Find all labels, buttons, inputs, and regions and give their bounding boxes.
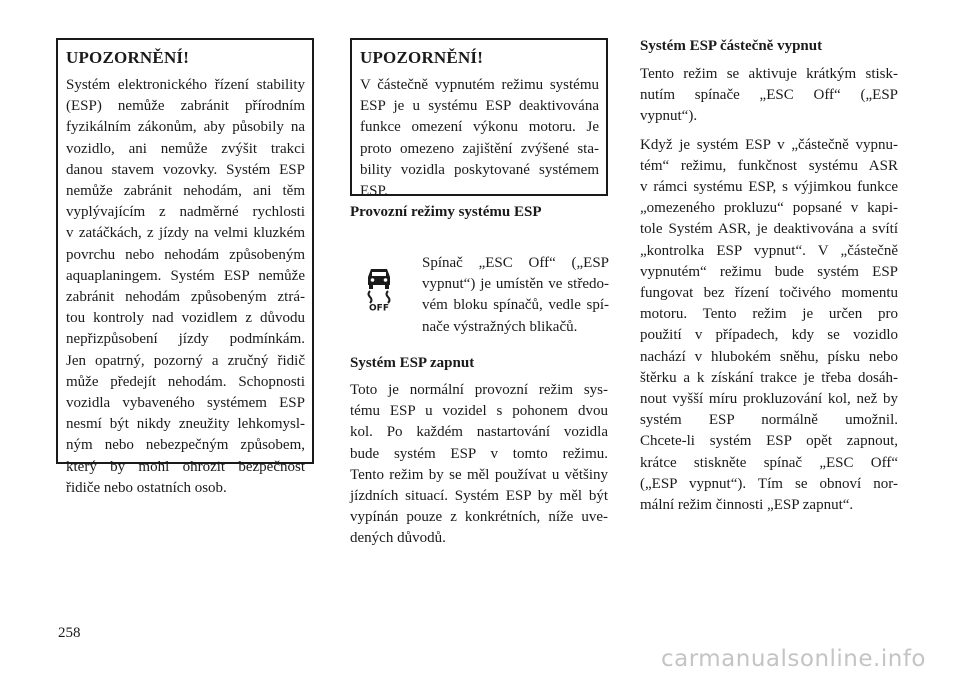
text-line: nemůže zabránit nehodám, ani těm	[66, 183, 305, 200]
text-line: vypínán pouze z konkrétních, níže uve-	[350, 509, 608, 526]
text-line: v zatáčkách, z jízdy na velmi kluzkém	[66, 225, 305, 242]
text-line: nepřizpůsobení jízdy podmínkám.	[66, 331, 305, 348]
text-line: dených důvodů.	[350, 530, 446, 547]
text-line: ným nebo nebezpečným způsobem,	[66, 437, 305, 454]
left-column	[56, 38, 314, 496]
text-line: ESP je u systému ESP deaktivována	[360, 98, 599, 115]
text-line: štěrku a k získání trakce je třeba dosáh-	[640, 369, 898, 386]
text-line: jízdních situací. Systém ESP by měl být	[350, 488, 608, 505]
text-line: ESP.	[360, 183, 388, 200]
warning-title: UPOZORNĚNÍ!	[66, 48, 190, 67]
warning-box-partial-off	[350, 38, 608, 200]
text-line: vyplývajícím z nadměrné rychlosti	[66, 204, 305, 221]
text-line: řidiče nebo ostatních osob.	[66, 479, 227, 496]
text-line: použití v případech, kdy se vozidlo	[640, 327, 898, 344]
section-heading-esp-on: Systém ESP zapnut	[350, 355, 475, 371]
warning-title: UPOZORNĚNÍ!	[360, 48, 484, 67]
text-line: Systém elektronického řízení stability	[66, 77, 305, 93]
text-line: mální režim činnosti „ESP zapnut“.	[640, 497, 854, 514]
text-line: bility vozidla poskytované systémem	[360, 161, 599, 178]
watermark: carmanualsonline.info	[660, 646, 926, 672]
section-heading-modes: Provozní režimy systému ESP	[350, 204, 542, 220]
esp-partial-paragraph-2	[640, 135, 898, 517]
esc-off-switch-block	[350, 253, 608, 349]
text-line: Chcete-li systém ESP opět zapnout,	[640, 433, 898, 450]
text-line: vozidla vybaveného systémem ESP	[66, 395, 305, 412]
text-line: nout vyšší míru prokluzování kol, než by	[640, 391, 898, 408]
text-line: fyzikálním zákonům, aby působily na	[66, 119, 305, 136]
text-line: motoru. Tento režim je určen pro	[640, 306, 898, 323]
esp-partial-paragraph-1	[640, 64, 898, 128]
text-line: Tento režim by se měl používat u většiny	[350, 466, 608, 483]
text-line: proto omezeno zajištění zvýšené sta-	[360, 140, 599, 157]
text-line: fungovat bez řízení točivého momentu	[640, 285, 898, 302]
text-line: „omezeného prokluzu“ popsané v kapi-	[640, 200, 898, 217]
text-line: systém ESP normálně umožnil.	[640, 412, 898, 429]
text-line: vypnutém“ režimu bude systém ESP	[640, 263, 898, 280]
text-line: danou stavem vozovky. Systém ESP	[66, 161, 305, 178]
middle-column	[350, 38, 608, 550]
text-line: („ESP vypnut“). Tím se obnoví nor-	[640, 475, 898, 492]
text-line: V částečně vypnutém režimu systému	[360, 77, 599, 93]
text-line: vypnut“).	[640, 108, 698, 125]
esp-off-icon-label: OFF	[369, 303, 389, 311]
text-line: Spínač „ESC Off“ („ESP	[422, 255, 609, 271]
text-line: krátce stiskněte spínač „ESC Off“	[640, 454, 898, 471]
text-line: povrchu nebo nehodám způsobeným	[66, 246, 305, 263]
text-line: Jen opatrný, pozorný a zručný řidič	[66, 352, 305, 369]
text-line: Když je systém ESP v „částečně vypnu-	[640, 136, 898, 153]
text-line: kol. Po každém nastartování vozidla	[350, 424, 608, 441]
text-line: bude systém ESP v tomto režimu.	[350, 445, 608, 462]
page-number: 258	[58, 625, 81, 641]
text-line: nachází v hlubokém sněhu, písku nebo	[640, 348, 898, 365]
text-line: (ESP) nemůže zabránit přírodním	[66, 98, 305, 115]
text-line: tému ESP u vozidel s pohonem dvou	[350, 403, 608, 420]
text-line: zabránit nehodám způsobeným ztrá-	[66, 289, 305, 306]
esc-switch-description	[422, 253, 609, 338]
text-line: aquaplaningem. Systém ESP nemůže	[66, 267, 305, 284]
text-line: tou kontroly nad vozidlem z důvodu	[66, 310, 305, 327]
warning-text	[66, 75, 305, 499]
text-line: „kontrolka ESP vypnut“. V „částečně	[640, 242, 898, 259]
text-line: v rámci systému ESP, s výjimkou funkce	[640, 179, 898, 196]
section-heading-esp-partial: Systém ESP částečně vypnut	[640, 38, 823, 54]
text-line: vém bloku spínačů, vedle spí-	[422, 297, 609, 314]
text-line: tém“ režimu, funkčnost systému ASR	[640, 157, 898, 174]
warning-box-esp-limits	[56, 38, 314, 496]
text-line: vypnut“) je umístěn ve středo-	[422, 276, 609, 293]
text-line: vozidlo, ani nemůže zvýšit trakci	[66, 140, 305, 157]
text-line: Toto je normální provozní režim sys-	[350, 382, 608, 398]
esp-off-switch-icon	[364, 265, 394, 311]
text-line: může předejít nehodám. Schopnosti	[66, 373, 305, 390]
text-line: Tento režim se aktivuje krátkým stisk-	[640, 66, 898, 82]
text-line: nesmí být nikdy zneužity lehkomysl-	[66, 416, 305, 433]
text-line: který by mohl ohrozit bezpečnost	[66, 458, 305, 475]
right-column	[640, 36, 898, 516]
text-line: nače výstražných blikačů.	[422, 318, 578, 335]
esp-on-paragraph	[350, 380, 608, 550]
text-line: tole Systém ASR, je deaktivována a svítí	[640, 221, 898, 238]
warning-text	[360, 75, 599, 202]
text-line: nutím spínače „ESC Off“ („ESP	[640, 87, 898, 104]
text-line: funkce omezení výkonu motoru. Je	[360, 119, 599, 136]
